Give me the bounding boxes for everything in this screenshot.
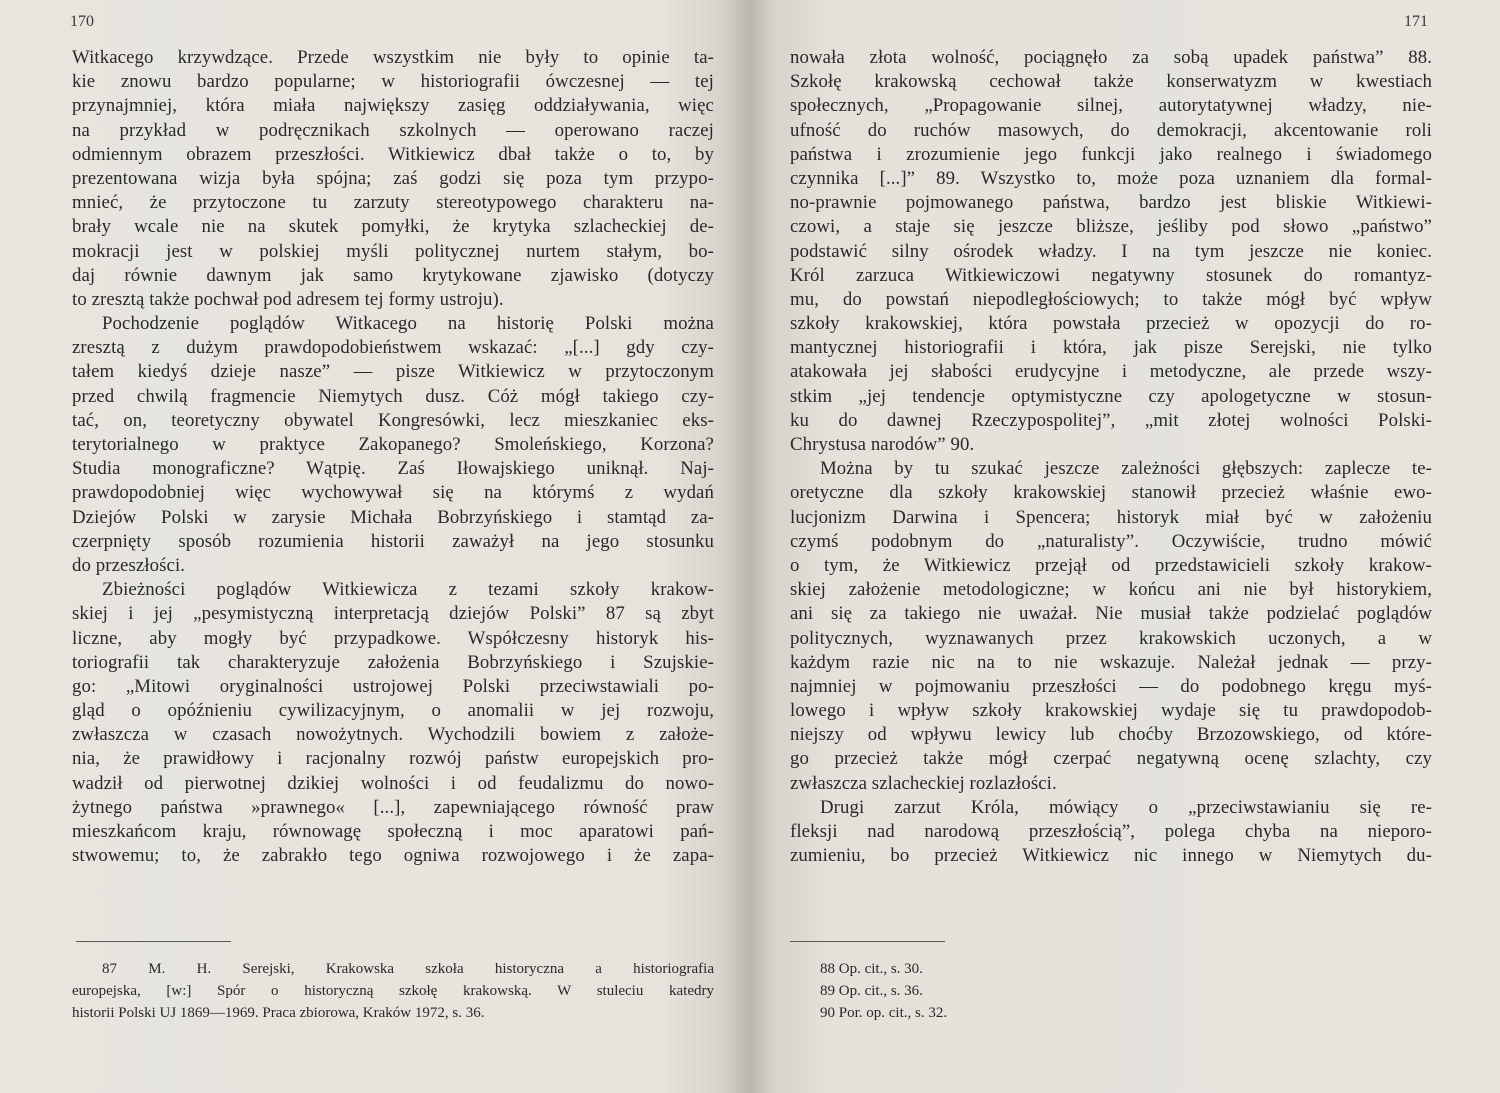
text-line: szkoły krakowskiej, która powstała przecież w opozycji do ro- [790, 313, 1432, 335]
text-line: do przeszłości. [72, 554, 186, 576]
text-line: zwłaszcza w czasach nowożytnych. Wychodzili bowiem z założe- [72, 724, 714, 746]
footnote-line: 90 Por. op. cit., s. 32. [820, 1005, 948, 1021]
text-line: czerpnięty sposób rozumienia historii zaważył na jego stosunku [72, 530, 714, 552]
text-line: stwowemu; to, że zabrakło tego ogniwa rozwojowego i że zapa- [72, 845, 714, 867]
text-line: na przykład w podręcznikach szkolnych — operowano raczej [72, 119, 714, 141]
text-line: terytorialnego w praktyce Zakopanego? Smoleńskiego, Korzona? [72, 434, 714, 455]
text-line: prezentowana wizja była spójna; zaś godzi się poza tym przypo- [72, 167, 714, 189]
text-line: mu, do powstań niepodległościowych; to także mógł być wpływ [790, 288, 1432, 310]
text-line: odmiennym obrazem przeszłości. Witkiewicz dbał także o to, by [72, 143, 714, 165]
text-line: go: „Mitowi oryginalności ustrojowej Polski przeciwstawiali po- [72, 675, 714, 697]
text-line: społecznych, „Propagowanie silnej, autorytatywnej władzy, nie- [790, 95, 1432, 117]
footnote-line: 88 Op. cit., s. 30. [820, 961, 923, 977]
text-line: zresztą z dużym prawdopodobieństwem wskazać: „[...] gdy czy- [72, 337, 714, 359]
footnote-line: europejska, [w:] Spór o historyczną szkołę krakowską. W stuleciu katedry [72, 983, 714, 999]
text-line: podstawić silny ośrodek władzy. I na tym jeszcze nie koniec. [790, 240, 1432, 262]
text-line: skiej i jej „pesymistyczną interpretacją dziejów Polski” 87 są zbyt [72, 603, 714, 625]
footnotes [790, 958, 1432, 1024]
text-line: mantycznej historiografii i która, jak pisze Serejski, nie tylko [790, 337, 1432, 359]
text-line: politycznych, wyznawanych przez krakowskich uczonych, a w [790, 627, 1432, 649]
text-line: stkim „jej tendencje optymistyczne czy apologetyczne w stosun- [790, 385, 1432, 407]
text-line: Dziejów Polski w zarysie Michała Bobrzyńskiego i stamtąd za- [72, 506, 714, 528]
text-line: mnieć, że przytoczone tu zarzuty stereotypowego charakteru na- [72, 192, 714, 214]
page-number: 171 [1404, 13, 1428, 30]
text-line: Król zarzuca Witkiewiczowi negatywny stosunek do romantyz- [790, 264, 1432, 286]
footnote-line: 87 M. H. Serejski, Krakowska szkoła historyczna a historiografia [102, 961, 714, 977]
page-number: 170 [70, 13, 94, 30]
text-line: przynajmniej, która miała największy zasięg oddziaływania, więc [72, 95, 714, 117]
text-line: toriografii tak charakteryzuje założenia Bobrzyńskiego i Szujskie- [72, 651, 714, 673]
footnote-line: 89 Op. cit., s. 36. [820, 983, 923, 999]
text-line: czowi, a staje się jeszcze bliższe, jeśliby pod słowo „państwo” [790, 216, 1432, 238]
text-line: Szkołę krakowską cechował także konserwatyzm w kwestiach [790, 71, 1432, 93]
text-line: najmniej w pojmowaniu przeszłości — do podobnego kręgu myś- [790, 675, 1432, 697]
right-page [750, 0, 1500, 1093]
text-line: prawdopodobniej więc wychowywał się na którymś z wydań [72, 482, 714, 504]
footnote-separator [790, 941, 945, 942]
text-line: ufność do ruchów masowych, do demokracji, akcentowanie roli [790, 119, 1432, 141]
text-line: tać, on, teoretyczny obywatel Kongresówki, lecz mieszkaniec eks- [72, 409, 714, 431]
text-line: liczne, aby mogły być przypadkowe. Współczesny historyk his- [72, 627, 714, 649]
text-line: gląd o opóźnieniu cywilizacyjnym, o anomalii w jej rozwoju, [72, 700, 714, 722]
text-line: każdym razie nic na to nie wskazuje. Należał jednak — przy- [790, 651, 1432, 673]
text-line: fleksji nad narodową przeszłością”, polega chyba na nieporo- [790, 821, 1432, 842]
text-line: nowała złota wolność, pociągnęło za sobą upadek państwa” 88. [790, 47, 1432, 68]
footnotes [72, 958, 714, 1024]
text-line: Witkacego krzywdzące. Przede wszystkim nie były to opinie ta- [72, 47, 714, 68]
text-line: lowego i wpływ szkoły krakowskiej wydaje się tu prawdopodob- [790, 700, 1432, 722]
text-line: Chrystusa narodów” 90. [790, 434, 975, 455]
text-line: zwłaszcza szlacheckiej rozlazłości. [790, 772, 1057, 794]
footnote-separator [76, 941, 231, 942]
text-line: daj równie dawnym jak samo krytykowane zjawisko (dotyczy [72, 264, 714, 286]
text-line: Pochodzenie poglądów Witkacego na historię Polski można [102, 313, 714, 335]
text-line: Zbieżności poglądów Witkiewicza z tezami szkoły krakow- [102, 579, 714, 601]
page-body [72, 46, 714, 868]
text-line: oretyczne dla szkoły krakowskiej stanowił przecież właśnie ewo- [790, 482, 1432, 504]
text-line: brały wcale nie na skutek pomyłki, że krytyka szlacheckiej de- [72, 216, 714, 238]
text-line: wadził od pierwotnej dzikiej wolności i od feudalizmu do nowo- [72, 772, 714, 794]
text-line: Studia monograficzne? Wątpię. Zaś Iłowajskiego uniknął. Naj- [72, 458, 714, 480]
text-line: państwa i zrozumienie jego funkcji jako realnego i świadomego [790, 143, 1432, 165]
text-line: go przecież także mógł czerpać negatywną ocenę szlachty, czy [790, 748, 1432, 770]
text-line: o tym, że Witkiewicz przejął od przedstawicieli szkoły krakow- [790, 554, 1432, 576]
text-line: Drugi zarzut Króla, mówiący o „przeciwstawianiu się re- [820, 796, 1432, 818]
text-line: no-prawnie pojmowanego państwa, bardzo jest bliskie Witkiewi- [790, 192, 1432, 214]
text-line: ani się za takiego nie uważał. Nie musiał także podzielać poglądów [790, 603, 1432, 625]
text-line: czymś podobnym do „naturalisty”. Oczywiście, trudno mówić [790, 530, 1432, 552]
text-line: niejszy od wpływu lewicy lub choćby Brzozowskiego, od które- [790, 724, 1432, 746]
text-line: skiej założenie metodologiczne; w końcu ani nie był historykiem, [790, 579, 1432, 601]
text-line: lucjonizm Darwina i Spencera; historyk miał być w założeniu [790, 506, 1432, 528]
text-line: zumieniu, bo przecież Witkiewicz nic innego w Niemytych du- [790, 845, 1432, 867]
text-line: ku do dawnej Rzeczypospolitej”, „mit złotej wolności Polski- [790, 409, 1432, 431]
text-line: czynnika [...]” 89. Wszystko to, może poza uznaniem dla formal- [790, 167, 1432, 189]
text-line: żytnego państwa »prawnego« [...], zapewniającego równość praw [72, 796, 714, 818]
page-body [790, 46, 1432, 868]
text-line: to zresztą także pochwał pod adresem tej formy ustroju). [72, 288, 504, 310]
text-line: Można by tu szukać jeszcze zależności głębszych: zaplecze te- [820, 458, 1432, 480]
text-line: nia, że prawidłowy i racjonalny rozwój państw europejskich pro- [72, 748, 714, 770]
text-line: przed chwilą fragmencie Niemytych dusz. Cóż mógł takiego czy- [72, 385, 714, 407]
text-line: mokracji jest w polskiej myśli politycznej nurtem stałym, bo- [72, 240, 714, 262]
text-line: kie znowu bardzo popularne; w historiografii ówczesnej — tej [72, 71, 714, 93]
text-line: tałem kiedyś dzieje nasze” — pisze Witkiewicz w przytoczonym [72, 361, 714, 383]
text-line: mieszkańcom kraju, równowagę społeczną i moc aparatowi pań- [72, 821, 714, 842]
footnote-line: historii Polski UJ 1869—1969. Praca zbiorowa, Kraków 1972, s. 36. [72, 1005, 485, 1021]
text-line: atakowała jej słabości erudycyjne i metodyczne, ale przede wszy- [790, 361, 1432, 383]
